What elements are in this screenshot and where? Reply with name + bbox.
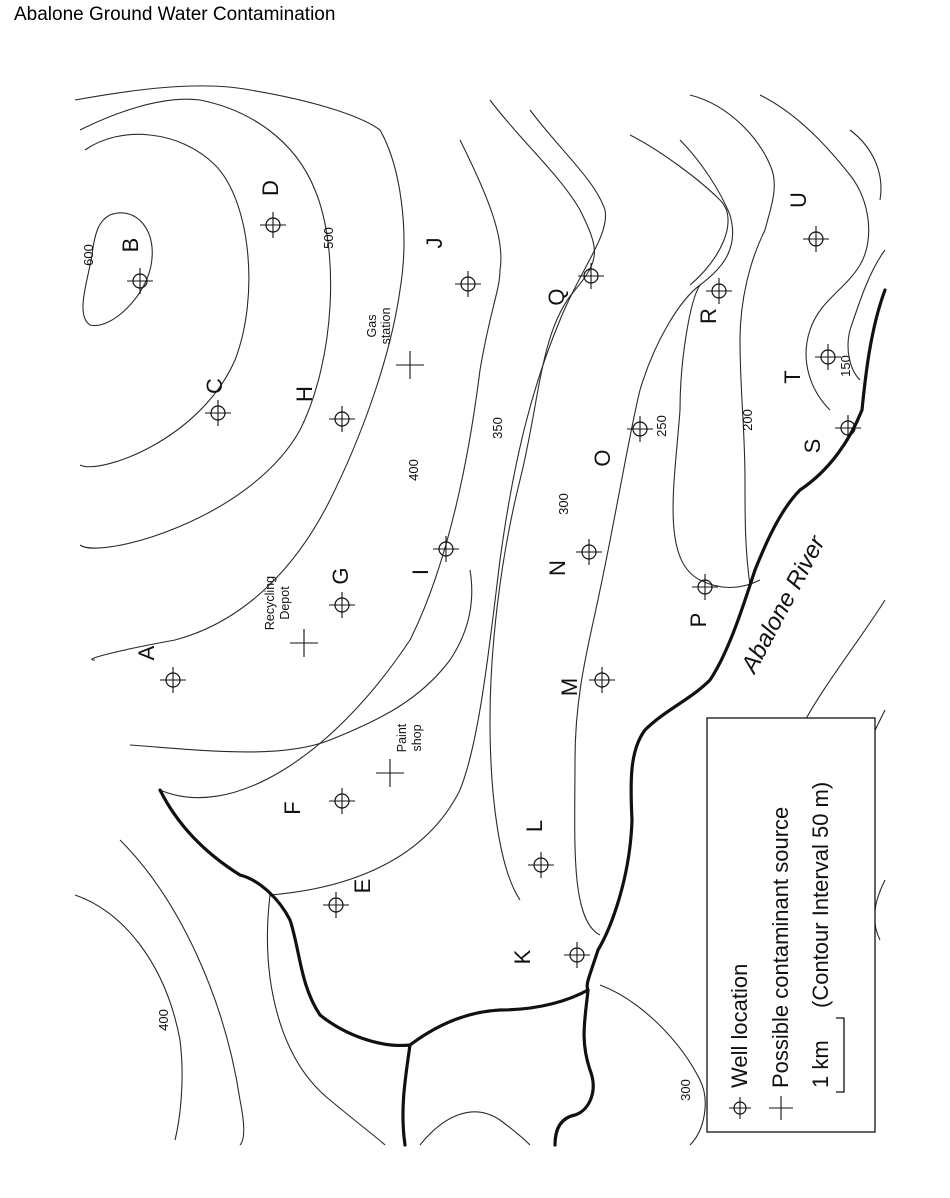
legend-source-label: Possible contaminant source bbox=[768, 806, 793, 1088]
well-label-i: I bbox=[408, 568, 433, 576]
contour-label-250: 250 bbox=[654, 415, 669, 437]
well-label-k: K bbox=[510, 949, 535, 965]
gas-station-label-1: Gas bbox=[365, 314, 379, 338]
river-label: Abalone River bbox=[736, 531, 831, 678]
well-label-o: O bbox=[590, 449, 615, 467]
well-label-u: U bbox=[786, 192, 811, 208]
contour-label-200: 200 bbox=[740, 409, 755, 431]
contour-label-600: 600 bbox=[81, 244, 96, 266]
paint-shop-label-2: shop bbox=[410, 724, 424, 752]
legend-well-label: Well location bbox=[727, 963, 752, 1088]
well-label-j: J bbox=[422, 237, 447, 249]
contour-label-300: 300 bbox=[556, 493, 571, 515]
legend bbox=[707, 718, 875, 1132]
well-label-t: T bbox=[780, 370, 805, 384]
contour-label-150: 150 bbox=[838, 355, 853, 377]
recycling-label-1: Recycling bbox=[263, 575, 277, 631]
paint-shop-label-1: Paint bbox=[395, 723, 409, 753]
page-title: Abalone Ground Water Contamination bbox=[14, 4, 336, 25]
well-label-r: R bbox=[696, 308, 721, 324]
well-label-g: G bbox=[328, 567, 353, 585]
well-label-h: H bbox=[292, 386, 317, 402]
contour-label-300-left: 300 bbox=[678, 1079, 693, 1101]
contour-label-500: 500 bbox=[321, 227, 336, 249]
well-label-s: S bbox=[800, 438, 825, 454]
well-label-n: N bbox=[545, 560, 570, 576]
well-label-a: A bbox=[134, 645, 159, 661]
contour-label-400-left: 400 bbox=[156, 1009, 171, 1031]
contour-label-350: 350 bbox=[490, 417, 505, 439]
well-label-m: M bbox=[557, 677, 582, 697]
well-label-e: E bbox=[350, 878, 375, 894]
well-label-f: F bbox=[280, 801, 305, 815]
well-label-p: P bbox=[686, 612, 711, 628]
recycling-label-2: Depot bbox=[278, 586, 292, 620]
contour-label-400: 400 bbox=[406, 459, 421, 481]
well-label-l: L bbox=[522, 819, 547, 833]
well-label-d: D bbox=[258, 180, 283, 196]
gas-station-label-2: station bbox=[379, 307, 393, 345]
well-label-b: B bbox=[118, 237, 143, 253]
legend-interval-label: (Contour Interval 50 m) bbox=[808, 781, 833, 1008]
well-label-q: Q bbox=[544, 288, 569, 306]
legend-scale-label: 1 km bbox=[808, 1040, 833, 1088]
well-label-c: C bbox=[202, 378, 227, 394]
